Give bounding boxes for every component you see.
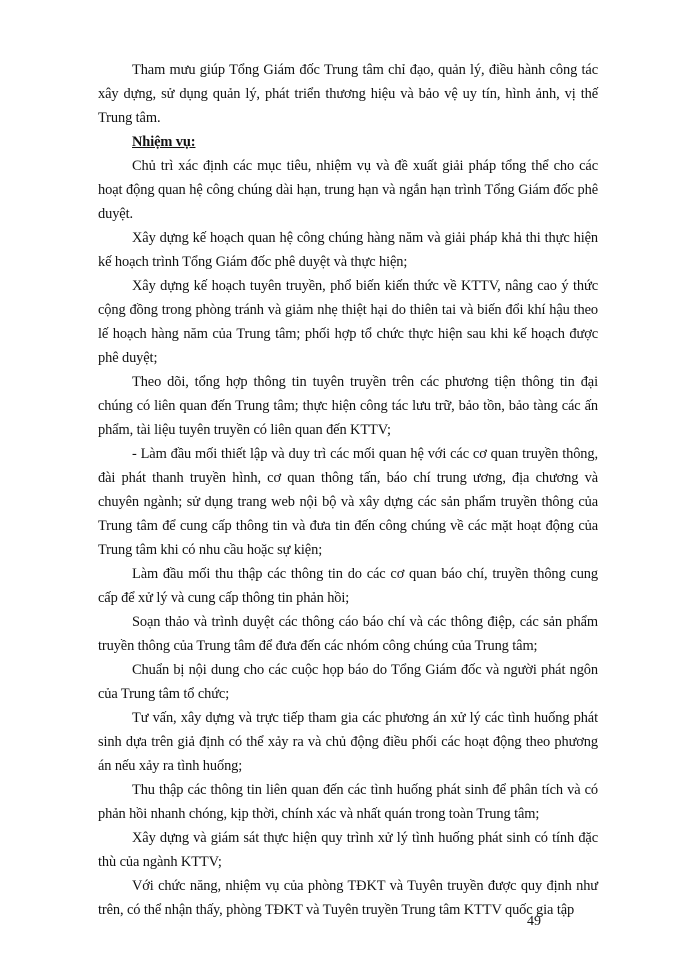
paragraph: Chuẩn bị nội dung cho các cuộc họp báo do Tổng Giám đốc và người phát ngôn của Trung tâm tổ chức; (98, 662, 598, 702)
paragraph: Soạn thảo và trình duyệt các thông cáo báo chí và các thông điệp, các sản phẩm truyền thông của Trung tâm để đưa đến các nhóm công chúng của Trung tâm; (98, 614, 598, 654)
section-heading-text: Nhiệm vụ: (132, 134, 196, 150)
paragraph: Làm đầu mối thu thập các thông tin do các cơ quan báo chí, truyền thông cung cấp để xử lý và cung cấp thông tin phản hồi; (98, 566, 598, 606)
section-heading (98, 130, 598, 154)
paragraph: Xây dựng và giám sát thực hiện quy trình xử lý tình huống phát sinh có tính đặc thù của ngành KTTV; (98, 830, 598, 870)
page-number: 49 (527, 914, 541, 929)
paragraph: - Làm đầu mối thiết lập và duy trì các mối quan hệ với các cơ quan truyền thông, đài phát thanh truyền hình, cơ quan thông tấn, báo chí trung ương, địa chương và chuyên ngành; sử dụng trang web nội bộ và xây dựng các sản phẩm truyền thông của Trung tâm để cung cấp thông tin và đưa tin đến công chúng về các mặt hoạt động của Trung tâm khi có nhu cầu hoặc sự kiện; (98, 446, 598, 558)
paragraph: Chủ trì xác định các mục tiêu, nhiệm vụ và đề xuất giải pháp tổng thể cho các hoạt động quan hệ công chúng dài hạn, trung hạn và ngắn hạn trình Tổng Giám đốc phê duyệt. (98, 158, 598, 222)
paragraph: Với chức năng, nhiệm vụ của phòng TĐKT và Tuyên truyền được quy định như trên, có thể nhận thấy, phòng TĐKT và Tuyên truyền Trung tâm KTTV quốc gia tập (98, 878, 598, 918)
paragraph-intro: Tham mưu giúp Tổng Giám đốc Trung tâm chỉ đạo, quản lý, điều hành công tác xây dựng, sử dụng quản lý, phát triển thương hiệu và bảo vệ uy tín, hình ảnh, vị thế Trung tâm. (98, 62, 598, 126)
paragraph: Thu thập các thông tin liên quan đến các tình huống phát sinh để phân tích và có phản hồi nhanh chóng, kịp thời, chính xác và nhất quán trong toàn Trung tâm; (98, 782, 598, 822)
paragraph: Xây dựng kế hoạch tuyên truyền, phổ biến kiến thức về KTTV, nâng cao ý thức cộng đồng trong phòng tránh và giảm nhẹ thiệt hại do thiên tai và biến đổi khí hậu theo lế hoạch hàng năm của Trung tâm; phối hợp tổ chức thực hiện sau khi kế hoạch được phê duyệt; (98, 278, 598, 366)
document-body (98, 58, 598, 922)
paragraph: Tư vấn, xây dựng và trực tiếp tham gia các phương án xử lý các tình huống phát sinh dựa trên giả định có thể xảy ra và chủ động điều phối các hoạt động theo phương án nếu xảy ra tình huống; (98, 710, 598, 774)
paragraph: Xây dựng kế hoạch quan hệ công chúng hàng năm và giải pháp khả thi thực hiện kế hoạch trình Tổng Giám đốc phê duyệt và thực hiện; (98, 230, 598, 270)
paragraph: Theo dõi, tổng hợp thông tin tuyên truyền trên các phương tiện thông tin đại chúng có liên quan đến Trung tâm; thực hiện công tác lưu trữ, bảo tồn, bảo tàng các ấn phẩm, tài liệu tuyên truyền có liên quan đến KTTV; (98, 374, 598, 438)
